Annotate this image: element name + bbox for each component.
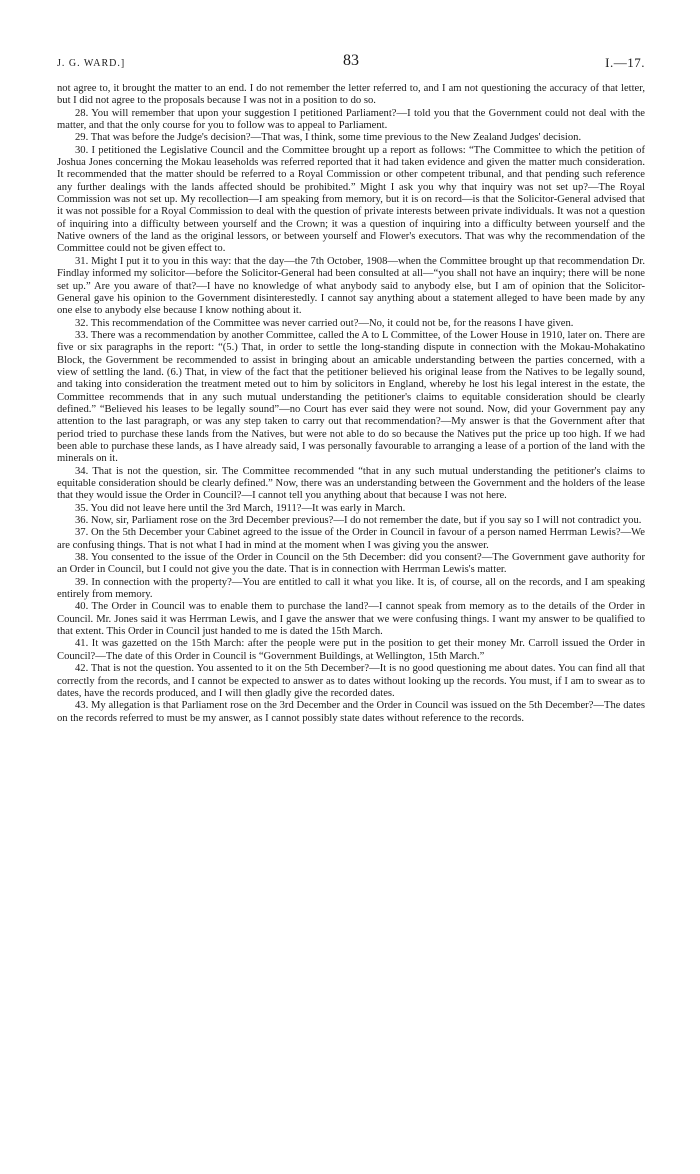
paragraph: 28. You will remember that upon your suggestion I petitioned Parliament?—I told you that the Government could not deal with the matter, and that the only course for you to follow was to appeal to Parliament.: [57, 107, 645, 132]
paragraph: 42. That is not the question. You assented to it on the 5th December?—It is no good questioning me about dates. You can find all that correctly from the records, and I cannot be expected to answer as to dates without looking up the records. You must, if I am to swear as to dates, have the records produced, and I will then gladly give the recorded dates.: [57, 663, 645, 699]
header-witness-name: J. G. WARD.]: [57, 58, 126, 69]
header-paper-reference: I.—17.: [605, 55, 645, 70]
paragraph: 37. On the 5th December your Cabinet agreed to the issue of the Order in Council in favour of a person named Herrman Lewis?—We are confusing things. That is not what I had in mind at the moment when I was giving you the answer.: [57, 527, 645, 551]
paragraph: 32. This recommendation of the Committee was never carried out?—No, it could not be, for the reasons I have given.: [75, 317, 574, 329]
paragraph: 31. Might I put it to you in this way: that the day—the 7th October, 1908—when the Committee brought up that recommendation Dr. Findlay informed my solicitor—before the Solicitor-General had been consulted at all—“you shall not have an inquiry; there will be none set up.” Are you aware of that?—I have no knowledge of what anybody said to anybody else, but I am of opinion that the Solicitor-General gave his opinion to the Government disinterestedly. I cannot say anything about a statement alleged to have been made by any one else to anybody else because I know nothing about it.: [57, 255, 645, 317]
paragraph: 34. That is not the question, sir. The Committee recommended “that in any such mutual understanding the petitioner's claims to equitable consideration should be clearly defined.” Now, there was an understanding between the Government and the holders of the lease that they would issue the Order in Council?—I cannot tell you anything about that because I was not here.: [57, 465, 645, 502]
paragraph: 43. My allegation is that Parliament rose on the 3rd December and the Order in Council was issued on the 5th December?—The dates on the records referred to must be my answer, as I cannot possibly state dates without reference to the records.: [57, 700, 645, 724]
page-header: [57, 50, 645, 76]
paragraph: 41. It was gazetted on the 15th March: after the people were put in the position to get their money Mr. Carroll issued the Order in Council?—The date of this Order in Council is “Government Buildings, at Wellington, 15th March.”: [57, 638, 645, 662]
paragraph: 33. There was a recommendation by another Committee, called the A to L Committee, of the Lower House in 1910, later on. There are five or six paragraphs in the report: “(5.) That, in order to settle the long-standing dispute in connection with the Mokau-Mohakatino Block, the Government be recommended to assist in bringing about an amicable understanding between the parties concerned, with a view of settling the land. (6.) That, in view of the fact that the petitioner believed his original lease from the Natives to be legally sound, and taking into consideration the treatment meted out to him by solicitors in England, whereby he lost his legal interest in the estate, the Committee recommends that in any such mutual understanding the petitioner's claims to equitable consideration should be clearly defined.” “Believed his leases to be legally sound”—no Court has ever said they were not sound. Now, did your Government pay any attention to the last paragraph, or was any step taken to carry out that recommendation?—My answer is that the Government after that period tried to purchase these lands from the Natives, but were not able to do so because the Natives put the price up too high. If we had been able to purchase these lands, as I have already said, I was personally favourable to arranging a lease of a portion of the land with the minerals on it.: [57, 329, 645, 465]
paragraph: 30. I petitioned the Legislative Council and the Committee brought up a report as follows: “The Committee to which the petition of Joshua Jones concerning the Mokau leaseholds was referred reported that it had taken evidence and given the matter much consideration. It recommended that the matter should be referred to a Royal Commission or other competent tribunal, and that pending such reference any further dealings with the lands affected should be prohibited.” Might I ask you why that inquiry was not set up?—The Royal Commission was not set up. My recollection—I am speaking from memory, but it is on record—is that the Solicitor-General advised that it was not possible for a Royal Commission to deal with the question of private interests between private individuals. It was not a question of inquiring into a difficulty between yourself and the Crown; it was a question of inquiring into a difficulty between yourself and the Native owners of the land as the original lessors, or between yourself and Flower's executors. That was why the recommendation of the Committee could not be given effect to.: [57, 144, 645, 255]
paragraph: 36. Now, sir, Parliament rose on the 3rd December previous?—I do not remember the date, but if you say so I will not contradict you.: [75, 515, 642, 527]
paragraph: not agree to, it brought the matter to an end. I do not remember the letter referred to, and I am not questioning the accuracy of that letter, but I did not agree to the proposals because I was not in a position to do so.: [57, 83, 645, 107]
document-body: [57, 83, 645, 725]
document-page: [57, 50, 645, 725]
paragraph: 29. That was before the Judge's decision?—That was, I think, some time previous to the New Zealand Judges' decision.: [75, 132, 582, 144]
paragraph: 40. The Order in Council was to enable them to purchase the land?—I cannot speak from memory as to the details of the Order in Council. Mr. Jones said it was Herrman Lewis, and I gave the answer that we were confusing things. I want my answer to be qualified to that extent. This Order in Council just handed to me is dated the 15th March.: [57, 601, 645, 638]
header-page-number: 83: [343, 52, 359, 69]
paragraph: 35. You did not leave here until the 3rd March, 1911?—It was early in March.: [75, 502, 406, 514]
paragraph: 38. You consented to the issue of the Order in Council on the 5th December: did you consent?—The Government gave authority for an Order in Council, but I could not give you the date. That is in connection with Herrman Lewis's matter.: [57, 552, 645, 576]
paragraph: 39. In connection with the property?—You are entitled to call it what you like. It is, of course, all on the records, and I am speaking entirely from memory.: [57, 576, 645, 601]
